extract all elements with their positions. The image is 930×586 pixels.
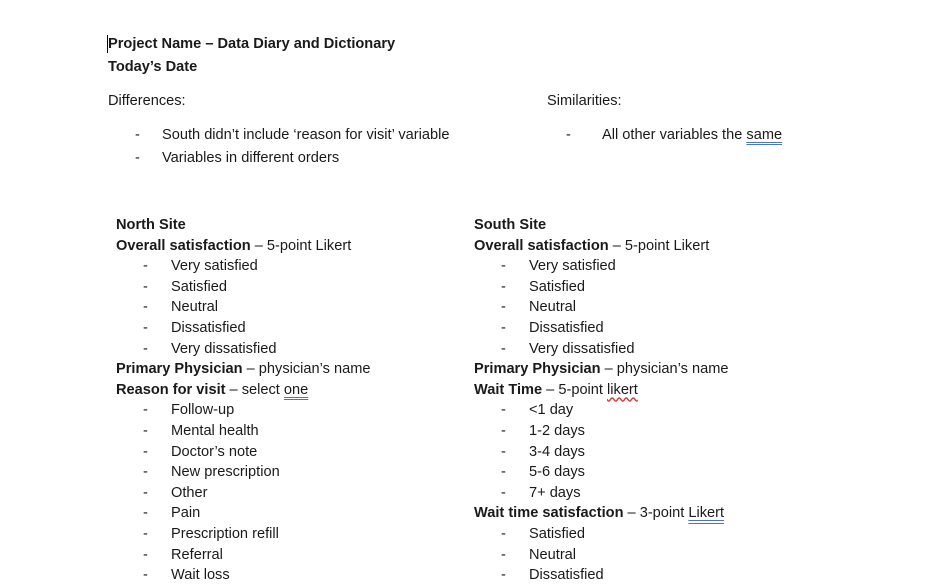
option: Pain <box>171 505 201 522</box>
option: Other <box>171 484 208 501</box>
similarities-item: All other variables the same <box>602 127 783 143</box>
north-physician-variable: Primary Physician – physician’s name <box>116 361 371 378</box>
option: 1-2 days <box>529 422 585 439</box>
north-site-column: North Site Overall satisfaction – 5-point Likert - Very satisfied - Satisfied - Neutral - Dissatisfied - Very dissatisfied Primary Physician – physician’s name Reason for visit – select one - Follow-up - Mental health - Doctor’s note - New prescription - Other - Pain - Prescription refill - Referral - Wait loss <box>116 215 446 586</box>
option: 7+ days <box>529 484 581 501</box>
option: Very satisfied <box>529 258 616 275</box>
option: Satisfied <box>529 525 585 542</box>
option: Satisfied <box>171 278 227 295</box>
option: Prescription refill <box>171 525 279 542</box>
differences-heading: Differences: <box>108 93 186 109</box>
option: Dissatisfied <box>529 319 604 336</box>
bullet-dash: - <box>566 127 571 143</box>
document-title: Project Name – Data Diary and Dictionary <box>108 36 396 52</box>
south-satisfaction-variable: Overall satisfaction – 5-point Likert <box>474 237 710 254</box>
differences-item: Variables in different orders <box>162 150 340 166</box>
south-physician-variable: Primary Physician – physician’s name <box>474 361 729 378</box>
option: Neutral <box>529 299 577 316</box>
south-wait-time-variable: Wait Time – 5-point likert <box>474 381 638 398</box>
option: 5-6 days <box>529 464 585 481</box>
option: Very dissatisfied <box>171 340 277 357</box>
option: Neutral <box>171 299 219 316</box>
option: Dissatisfied <box>171 319 246 336</box>
bullet-dash: - <box>135 150 140 166</box>
option: <1 day <box>529 402 574 419</box>
option: Very dissatisfied <box>529 340 635 357</box>
differences-item: South didn’t include ‘reason for visit’ variable <box>162 127 450 143</box>
south-wait-satisfaction-variable: Wait time satisfaction – 3-point Likert <box>474 505 725 522</box>
north-reason-variable: Reason for visit – select one <box>116 381 309 398</box>
option: Referral <box>171 546 223 563</box>
option: Satisfied <box>529 278 585 295</box>
south-site-heading: South Site <box>474 217 547 233</box>
similarities-heading: Similarities: <box>547 93 622 109</box>
bullet-dash: - <box>135 127 140 143</box>
option: Neutral <box>529 546 577 563</box>
option: Doctor’s note <box>171 443 258 460</box>
document-date: Today’s Date <box>108 59 198 75</box>
north-site-heading: North Site <box>116 217 186 233</box>
option: New prescription <box>171 464 280 481</box>
option: Follow-up <box>171 402 235 419</box>
option: Dissatisfied <box>529 567 604 584</box>
option: Mental health <box>171 422 259 439</box>
option: 3-4 days <box>529 443 585 460</box>
option: Very satisfied <box>171 258 258 275</box>
north-satisfaction-variable: Overall satisfaction – 5-point Likert <box>116 237 352 254</box>
option: Wait loss <box>171 567 230 584</box>
south-site-column: South Site Overall satisfaction – 5-point Likert - Very satisfied - Satisfied - Neutral - Dissatisfied - Very dissatisfied Primary Physician – physician’s name Wait Time – 5-point likert - <1 day - 1-2 days - 3-4 days - 5-6 days - 7+ days Wait time satisfaction – 3-point Likert - Satisfied - Neutral - Dissatisfied <box>474 215 814 586</box>
